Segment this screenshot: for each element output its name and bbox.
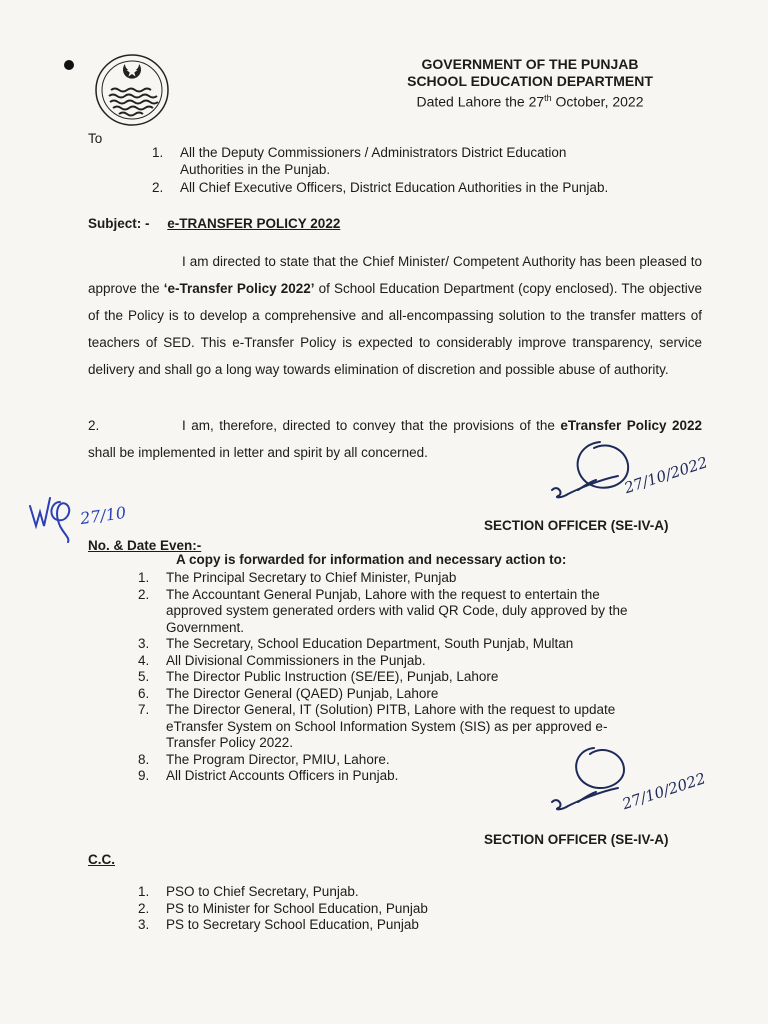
letterhead xyxy=(380,56,680,111)
signature-2-date: 27/10/2022 xyxy=(620,769,708,814)
govt-title: GOVERNMENT OF THE PUNJAB xyxy=(421,56,639,72)
copy-item: 9. All District Accounts Officers in Punjab. xyxy=(138,768,399,783)
subject-label: Subject: - xyxy=(88,216,150,231)
body-paragraph-2: 2. I am, therefore, directed to convey that the provisions of the eTransfer Policy 2022 shall be implemented in letter and spirit by all concerned. xyxy=(88,418,702,460)
cc-item: 3. PS to Secretary School Education, Punjab xyxy=(138,917,419,932)
to-label: To xyxy=(88,131,103,146)
copy-forward-heading: A copy is forwarded for information and necessary action to: xyxy=(176,552,567,567)
signature-1-title: SECTION OFFICER (SE-IV-A) xyxy=(484,518,669,533)
signature-2-title: SECTION OFFICER (SE-IV-A) xyxy=(484,832,669,847)
margin-note-date: 27/10 xyxy=(78,502,128,529)
copy-item: 2. The Accountant General Punjab, Lahore with the request to entertain the approved system generated orders with valid QR Code, duly approved by the Government. xyxy=(138,586,628,635)
signature-1-date: 27/10/2022 xyxy=(622,453,710,498)
cc-label: C.C. xyxy=(88,852,115,867)
no-date-even-label: No. & Date Even:- xyxy=(88,538,202,553)
body-paragraph-1: I am directed to state that the Chief Minister/ Competent Authority has been pleased to approve the ‘e-Transfer Policy 2022’ of School Education Department (copy enclosed). The objective of the Policy is to develop a comprehensive and all-encompassing solution to the transfer matters of teachers of SED. This e-Transfer Policy is expected to considerably improve transparency, service delivery and shall go a long way towards elimination of discretion and possible abuse of authority. xyxy=(88,254,702,377)
punjab-emblem-icon xyxy=(93,52,171,128)
cc-item: 2. PS to Minister for School Education, Punjab xyxy=(138,900,428,916)
department-title: SCHOOL EDUCATION DEPARTMENT xyxy=(407,73,653,89)
signature-1-icon xyxy=(548,436,658,508)
copy-item: 7. The Director General, IT (Solution) PITB, Lahore with the request to update eTransfer System on School Information System (SIS) as per approved e- Transfer Policy 2022. xyxy=(138,702,616,750)
subject-text: e-TRANSFER POLICY 2022 xyxy=(167,216,341,231)
copy-item: 3. The Secretary, School Education Department, South Punjab, Multan xyxy=(138,636,574,651)
dated-line: Dated Lahore the 27th October, 2022 xyxy=(416,93,644,110)
to-item-2: 2. All Chief Executive Officers, District Education Authorities in the Punjab. xyxy=(152,180,609,195)
copy-item: 8. The Program Director, PMIU, Lahore. xyxy=(138,751,390,767)
copy-item: 5. The Director Public Instruction (SE/EE), Punjab, Lahore xyxy=(138,669,499,684)
to-item-1: 1. All the Deputy Commissioners / Administrators District Education Authorities in the Punjab. xyxy=(152,145,567,177)
copy-item: 1. The Principal Secretary to Chief Minister, Punjab xyxy=(138,570,457,585)
copy-item: 6. The Director General (QAED) Punjab, Lahore xyxy=(138,685,439,701)
cc-list xyxy=(138,884,704,934)
punch-hole xyxy=(64,60,74,70)
copy-item: 4. All Divisional Commissioners in the Punjab. xyxy=(138,652,426,668)
cc-item: 1. PSO to Chief Secretary, Punjab. xyxy=(138,884,359,899)
subject-line xyxy=(88,216,340,231)
